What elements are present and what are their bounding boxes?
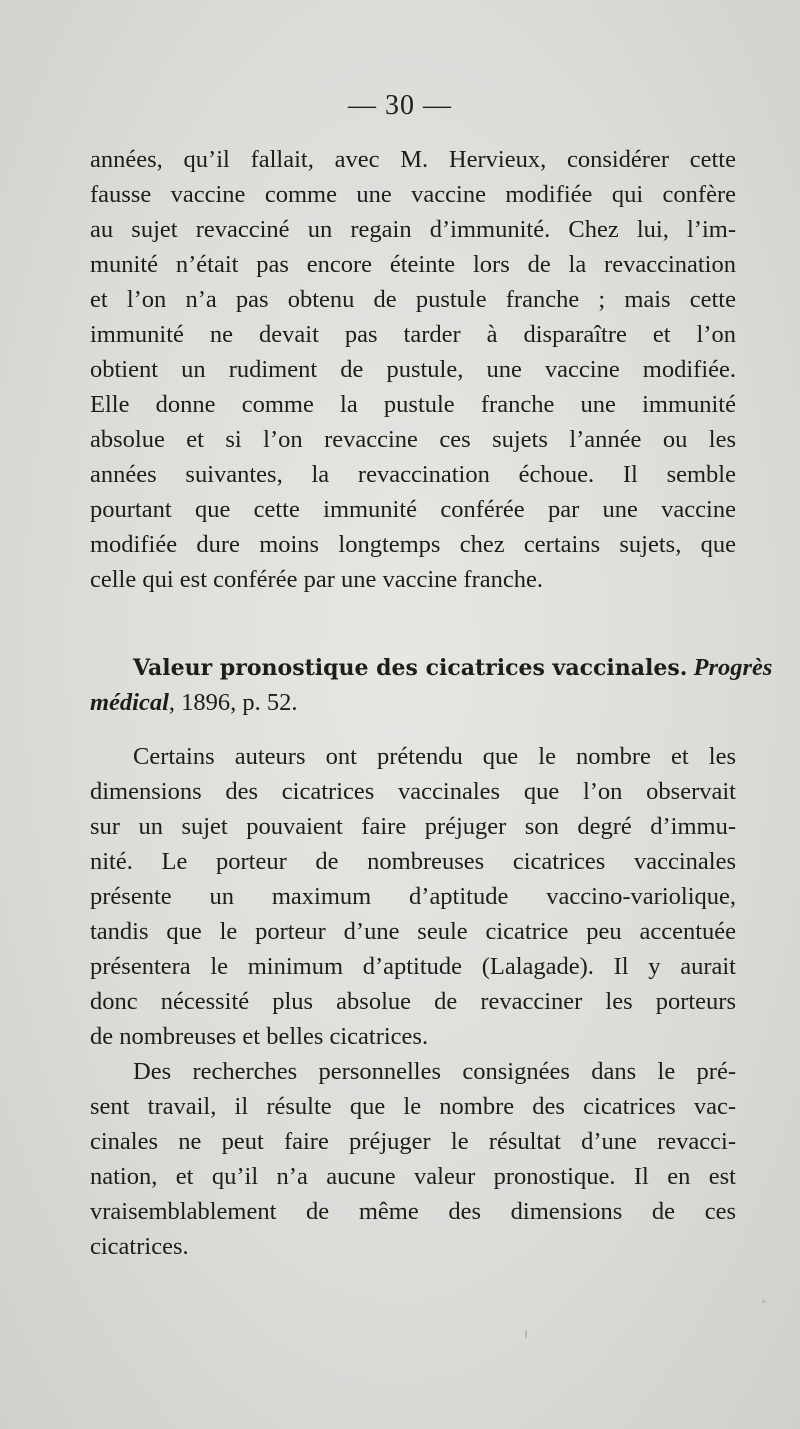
text-line: munité n’était pas encore éteinte lors de la revaccination [90,251,736,278]
text-line: de nombreuses et belles cicatrices. [90,1023,429,1050]
text-line: présentera le minimum d’aptitude (Lalagade). Il y aurait [90,953,736,980]
text-line: fausse vaccine comme une vaccine modifiée qui confère [90,181,736,208]
text-line: présente un maximum d’aptitude vaccino-variolique, [90,883,736,910]
print-speck [762,1300,765,1303]
journal-name: Progrès [693,654,773,681]
text-line: modifiée dure moins longtemps chez certains sujets, que [90,531,736,558]
text-line: celle qui est conférée par une vaccine franche. [90,566,543,593]
heading-line [133,651,773,685]
journal-name-cont: médical [90,689,169,716]
text-line: années, qu’il fallait, avec M. Hervieux, considérer cette [90,146,736,173]
print-speck [525,1330,527,1338]
citation: , 1896, p. 52. [168,689,298,716]
text-line: sur un sujet pouvaient faire préjuger son degré d’immu- [90,813,736,840]
text-line: Elle donne comme la pustule franche une immunité [90,391,736,418]
heading-title: Valeur pronostique des cicatrices vaccinales. [133,655,688,681]
text-line: cinales ne peut faire préjuger le résultat d’une revacci- [90,1128,736,1155]
text-line: cicatrices. [90,1233,189,1260]
text-line: Des recherches personnelles consignées dans le pré- [133,1058,736,1085]
heading-citation-line [90,686,298,720]
text-line: absolue et si l’on revaccine ces sujets l’année ou les [90,426,736,453]
text-line: pourtant que cette immunité conférée par une vaccine [90,496,736,523]
text-line: au sujet revacciné un regain d’immunité. Chez lui, l’im- [90,216,736,243]
text-line: nation, et qu’il n’a aucune valeur pronostique. Il en est [90,1163,736,1190]
text-line: années suivantes, la revaccination échoue. Il semble [90,461,736,488]
text-line: tandis que le porteur d’une seule cicatrice peu accentuée [90,918,736,945]
text-line: Certains auteurs ont prétendu que le nombre et les [133,743,736,770]
text-line: nité. Le porteur de nombreuses cicatrices vaccinales [90,848,736,875]
text-line: dimensions des cicatrices vaccinales que l’on observait [90,778,736,805]
text-line: et l’on n’a pas obtenu de pustule franche ; mais cette [90,286,736,313]
text-line: sent travail, il résulte que le nombre des cicatrices vac- [90,1093,736,1120]
text-line: vraisemblablement de même des dimensions de ces [90,1198,736,1225]
page-number: — 30 — [348,90,452,121]
text-line: obtient un rudiment de pustule, une vaccine modifiée. [90,356,736,383]
text-line: donc nécessité plus absolue de revacciner les porteurs [90,988,736,1015]
text-line: immunité ne devait pas tarder à disparaître et l’on [90,321,736,348]
